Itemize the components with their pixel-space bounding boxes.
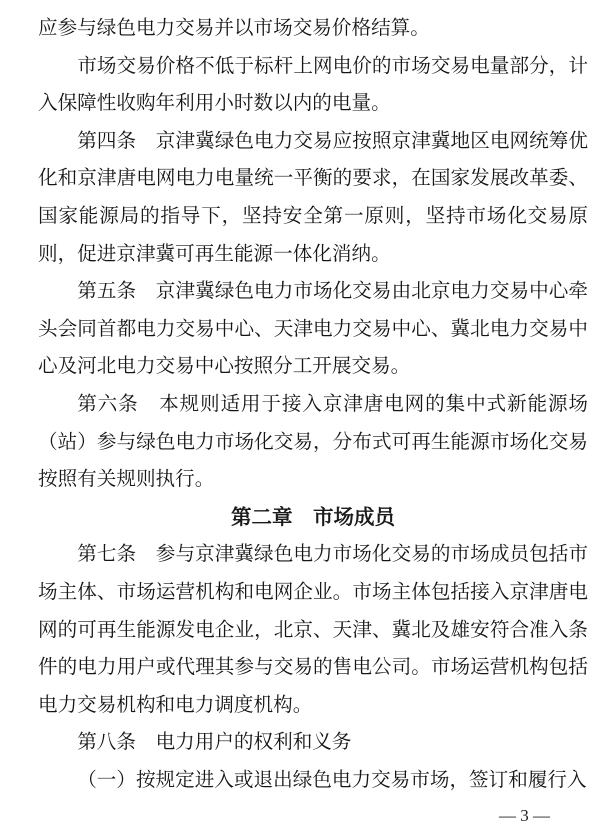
paragraph-article-5 (38, 273, 588, 386)
page-footer (38, 806, 588, 826)
paragraph-continuation: 应参与绿色电力交易并以市场交易价格结算。 (38, 18, 430, 39)
article-text: 电力用户的权利和义务 (155, 732, 352, 754)
article-text: 本规则适用于接入京津唐电网的集中式新能源场（站）参与绿色电力市场化交易，分布式可再生能源市场化交易按照有关规则执行。 (38, 393, 589, 491)
paragraph: 市场交易价格不低于标杆上网电价的市场交易电量部分，计入保障性收购年利用小时数以内的电量。 (38, 55, 588, 115)
paragraph-article-7 (38, 536, 588, 724)
page-number: — 3 — (499, 806, 550, 826)
article-text: 京津冀绿色电力交易应按照京津冀地区电网统筹优化和京津唐电网电力电量统一平衡的要求，在国家发展改革委、国家能源局的指导下，坚持安全第一原则，坚持市场化交易原则，促进京津冀可再生能源一体化消纳。 (38, 130, 589, 265)
paragraph-article-8 (38, 724, 588, 762)
chapter-heading: 第二章 市场成员 (231, 505, 395, 529)
article-number: 第五条 (77, 281, 137, 303)
article-text: 京津冀绿色电力市场化交易由北京电力交易中心牵头会同首都电力交易中心、天津电力交易中心、冀北电力交易中心及河北电力交易中心按照分工开展交易。 (38, 281, 589, 378)
paragraph-article-6 (38, 386, 588, 499)
article-number: 第四条 (77, 130, 137, 152)
article-text: 参与京津冀绿色电力市场化交易的市场成员包括市场主体、市场运营机构和电网企业。市场主体包括接入京津唐电网的可再生能源发电企业，北京、天津、冀北及雄安符合准入条件的电力用户或代理其参与交易的售电公司。市场运营机构包括电力交易机构和电力调度机构。 (38, 544, 589, 716)
paragraph-list-item: （一）按规定进入或退出绿色电力交易市场，签订和履行入 (77, 769, 587, 791)
document-body (38, 10, 588, 799)
article-number: 第六条 (77, 393, 139, 415)
article-number: 第八条 (77, 732, 136, 754)
paragraph-article-4 (38, 123, 588, 273)
article-number: 第七条 (77, 544, 137, 566)
